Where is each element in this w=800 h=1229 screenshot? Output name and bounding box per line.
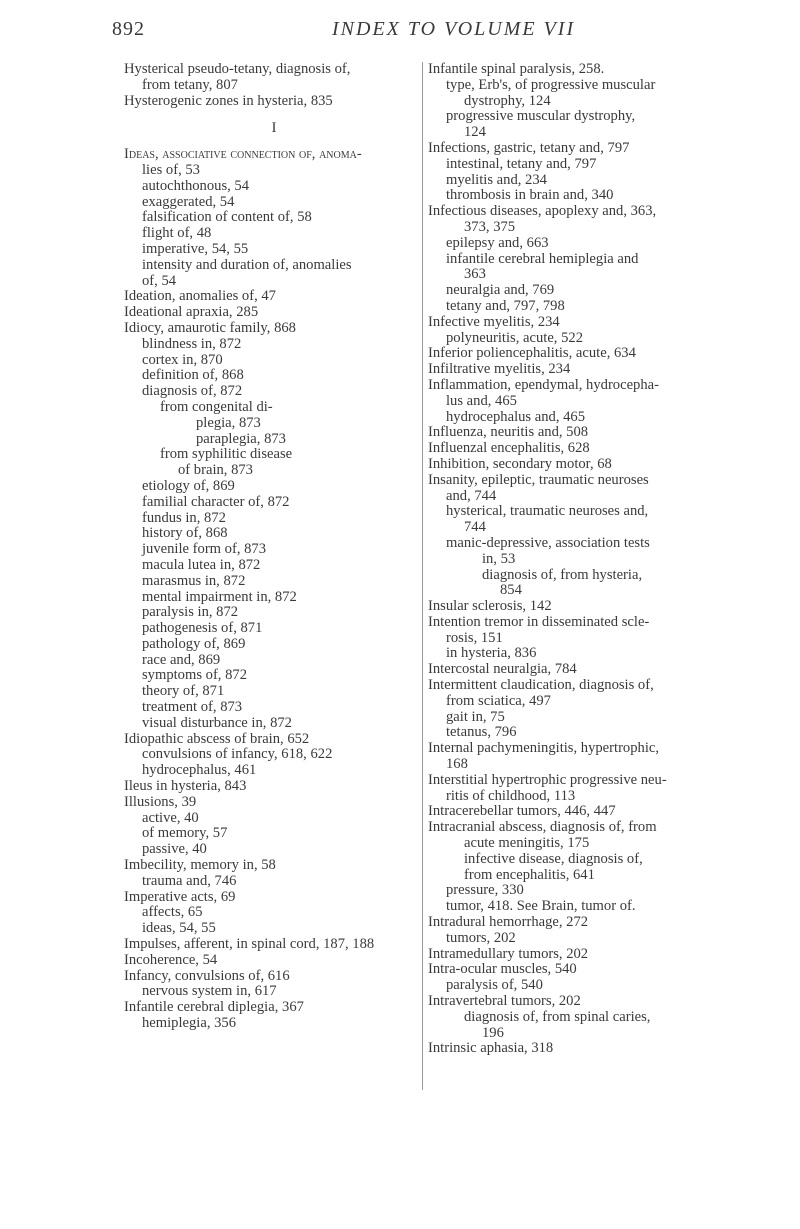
index-entry: Idiocy, amaurotic family, 868 bbox=[124, 319, 296, 336]
index-entry: Infantile spinal paralysis, 258. bbox=[428, 61, 605, 77]
index-entry: Intracerebellar tumors, 446, 447 bbox=[428, 803, 616, 820]
index-entry: Hysterical pseudo-tetany, diagnosis of, bbox=[124, 61, 351, 77]
index-entry: manic-depressive, association tests bbox=[446, 534, 650, 551]
index-entry: Intermittent claudication, diagnosis of, bbox=[428, 677, 654, 694]
index-entry: autochthonous, 54 bbox=[142, 177, 250, 194]
index-entry: ritis of childhood, 113 bbox=[446, 787, 576, 804]
index-entry: Influenza, neuritis and, 508 bbox=[428, 424, 589, 441]
index-entry: paralysis in, 872 bbox=[142, 604, 239, 621]
index-entry: from encephalitis, 641 bbox=[464, 866, 595, 883]
index-entry: Insanity, epileptic, traumatic neuroses bbox=[428, 471, 649, 488]
index-entry: flight of, 48 bbox=[142, 225, 212, 242]
index-entry: intestinal, tetany and, 797 bbox=[446, 155, 597, 172]
page-header bbox=[112, 18, 792, 48]
index-entry: theory of, 871 bbox=[142, 683, 225, 700]
index-entry: thrombosis in brain and, 340 bbox=[446, 187, 614, 204]
index-entry: diagnosis of, from hysteria, bbox=[482, 566, 643, 583]
index-entry: diagnosis of, from spinal caries, bbox=[464, 1008, 651, 1025]
index-entry: Ileus in hysteria, 843 bbox=[124, 778, 247, 795]
index-entry: dystrophy, 124 bbox=[464, 92, 551, 109]
index-entry: in hysteria, 836 bbox=[446, 645, 537, 662]
index-entry: cortex in, 870 bbox=[142, 351, 223, 368]
index-entry: 363 bbox=[464, 266, 486, 283]
index-entry: trauma and, 746 bbox=[142, 872, 237, 889]
index-entry: juvenile form of, 873 bbox=[142, 541, 267, 558]
index-entry: of, 54 bbox=[142, 272, 177, 289]
index-entry: lus and, 465 bbox=[446, 392, 517, 409]
index-column-right bbox=[428, 62, 723, 1057]
index-entry: 124 bbox=[464, 124, 486, 141]
index-entry: type, Erb's, of progressive muscular bbox=[446, 76, 656, 93]
index-entry: 196 bbox=[482, 1024, 504, 1041]
index-entry: Internal pachymeningitis, hypertrophic, bbox=[428, 740, 659, 757]
index-entry: Ideas, associative connection of, anoma- bbox=[124, 146, 362, 163]
index-entry: active, 40 bbox=[142, 809, 199, 826]
index-entry: familial character of, 872 bbox=[142, 493, 290, 510]
index-entry: Infective myelitis, 234 bbox=[428, 313, 560, 330]
index-entry: paraplegia, 873 bbox=[196, 430, 286, 447]
index-entry: race and, 869 bbox=[142, 651, 221, 668]
index-entry: diagnosis of, 872 bbox=[142, 383, 243, 400]
index-entry: intensity and duration of, anomalies bbox=[142, 256, 352, 273]
index-entry: Influenzal encephalitis, 628 bbox=[428, 440, 590, 457]
index-entry: of brain, 873 bbox=[178, 462, 253, 479]
index-entry: history of, 868 bbox=[142, 525, 228, 542]
index-entry: tumor, 418. See Brain, tumor of. bbox=[446, 898, 636, 915]
index-entry: Intention tremor in disseminated scle- bbox=[428, 613, 650, 630]
index-entry: Inhibition, secondary motor, 68 bbox=[428, 455, 612, 472]
index-entry: polyneuritis, acute, 522 bbox=[446, 329, 583, 346]
index-entry: hydrocephalus and, 465 bbox=[446, 408, 586, 425]
index-entry: imperative, 54, 55 bbox=[142, 240, 249, 257]
index-entry: Interstitial hypertrophic progressive neu- bbox=[428, 771, 667, 788]
index-entry: macula lutea in, 872 bbox=[142, 556, 261, 573]
index-entry: tumors, 202 bbox=[446, 929, 516, 946]
index-entry: mental impairment in, 872 bbox=[142, 588, 297, 605]
index-entry: affects, 65 bbox=[142, 904, 203, 921]
index-entry: from syphilitic disease bbox=[160, 446, 293, 463]
index-entry: Intramedullary tumors, 202 bbox=[428, 945, 589, 962]
index-entry: Intradural hemorrhage, 272 bbox=[428, 914, 589, 931]
index-entry: progressive muscular dystrophy, bbox=[446, 108, 636, 125]
index-entry: Infantile cerebral diplegia, 367 bbox=[124, 999, 304, 1016]
index-entry: symptoms of, 872 bbox=[142, 667, 247, 684]
index-entry: of memory, 57 bbox=[142, 825, 228, 842]
index-entry: Hysterogenic zones in hysteria, 835 bbox=[124, 92, 333, 109]
index-entry: lies of, 53 bbox=[142, 161, 200, 178]
index-entry: marasmus in, 872 bbox=[142, 572, 246, 589]
index-entry: acute meningitis, 175 bbox=[464, 835, 590, 852]
index-entry: definition of, 868 bbox=[142, 367, 244, 384]
running-head: INDEX TO VOLUME VII bbox=[332, 18, 576, 40]
index-entry: blindness in, 872 bbox=[142, 335, 242, 352]
index-entry: Illusions, 39 bbox=[124, 793, 197, 810]
index-entry: plegia, 873 bbox=[196, 414, 261, 431]
index-entry: infantile cerebral hemiplegia and bbox=[446, 250, 639, 267]
index-entry: Ideational apraxia, 285 bbox=[124, 304, 259, 321]
index-entry: Intravertebral tumors, 202 bbox=[428, 993, 581, 1010]
index-entry: hysterical, traumatic neuroses and, bbox=[446, 503, 649, 520]
index-entry: myelitis and, 234 bbox=[446, 171, 547, 188]
index-entry: 168 bbox=[446, 756, 468, 773]
index-entry: fundus in, 872 bbox=[142, 509, 226, 526]
index-entry: Ideation, anomalies of, 47 bbox=[124, 288, 276, 305]
index-entry: Intercostal neuralgia, 784 bbox=[428, 661, 577, 678]
index-entry: Imperative acts, 69 bbox=[124, 888, 236, 905]
index-entry: and, 744 bbox=[446, 487, 497, 504]
index-entry: hydrocephalus, 461 bbox=[142, 762, 257, 779]
index-entry: Inflammation, ependymal, hydrocepha- bbox=[428, 376, 659, 393]
index-entry: from tetany, 807 bbox=[142, 76, 238, 93]
index-entry: Imbecility, memory in, 58 bbox=[124, 857, 276, 874]
index-entry: Intracranial abscess, diagnosis of, from bbox=[428, 819, 657, 836]
index-entry: Intra-ocular muscles, 540 bbox=[428, 961, 577, 978]
index-entry: Impulses, afferent, in spinal cord, 187, 188 bbox=[124, 936, 375, 953]
index-entry: Infectious diseases, apoplexy and, 363, bbox=[428, 203, 657, 220]
index-entry: Intrinsic aphasia, 318 bbox=[428, 1040, 554, 1057]
index-entry: gait in, 75 bbox=[446, 708, 505, 725]
index-entry: infective disease, diagnosis of, bbox=[464, 850, 643, 867]
index-entry: from congenital di- bbox=[160, 398, 273, 415]
index-entry: convulsions of infancy, 618, 622 bbox=[142, 746, 333, 763]
index-entry: Idiopathic abscess of brain, 652 bbox=[124, 730, 310, 747]
index-entry: passive, 40 bbox=[142, 841, 207, 858]
index-entry: pathology of, 869 bbox=[142, 635, 246, 652]
column-divider bbox=[422, 62, 423, 1090]
index-entry: ideas, 54, 55 bbox=[142, 920, 216, 937]
index-entry: tetanus, 796 bbox=[446, 724, 517, 741]
index-entry: etiology of, 869 bbox=[142, 477, 235, 494]
index-entry: Infancy, convulsions of, 616 bbox=[124, 967, 290, 984]
index-entry: treatment of, 873 bbox=[142, 699, 243, 716]
index-entry: falsification of content of, 58 bbox=[142, 209, 312, 226]
index-entry: 854 bbox=[500, 582, 522, 599]
index-entry: from sciatica, 497 bbox=[446, 692, 551, 709]
index-entry: pathogenesis of, 871 bbox=[142, 620, 263, 637]
index-entry: paralysis of, 540 bbox=[446, 977, 543, 994]
index-entry: exaggerated, 54 bbox=[142, 193, 235, 210]
index-entry: Infiltrative myelitis, 234 bbox=[428, 361, 571, 378]
index-column-left bbox=[124, 62, 424, 1032]
index-entry: Insular sclerosis, 142 bbox=[428, 598, 552, 615]
index-entry: Inferior poliencephalitis, acute, 634 bbox=[428, 345, 636, 362]
index-entry: neuralgia and, 769 bbox=[446, 282, 555, 299]
index-entry: Incoherence, 54 bbox=[124, 951, 218, 968]
index-entry: nervous system in, 617 bbox=[142, 983, 277, 1000]
index-entry: epilepsy and, 663 bbox=[446, 234, 549, 251]
index-entry: 373, 375 bbox=[464, 218, 516, 235]
index-entry: Infections, gastric, tetany and, 797 bbox=[428, 139, 630, 156]
index-entry: 744 bbox=[464, 519, 486, 536]
index-entry: visual disturbance in, 872 bbox=[142, 714, 292, 731]
index-entry: rosis, 151 bbox=[446, 629, 503, 646]
page-number: 892 bbox=[112, 18, 145, 40]
index-entry: hemiplegia, 356 bbox=[142, 1015, 237, 1032]
index-entry: in, 53 bbox=[482, 550, 516, 567]
index-entry: tetany and, 797, 798 bbox=[446, 297, 565, 314]
index-entry: pressure, 330 bbox=[446, 882, 524, 899]
index-section-letter: I bbox=[271, 120, 277, 137]
